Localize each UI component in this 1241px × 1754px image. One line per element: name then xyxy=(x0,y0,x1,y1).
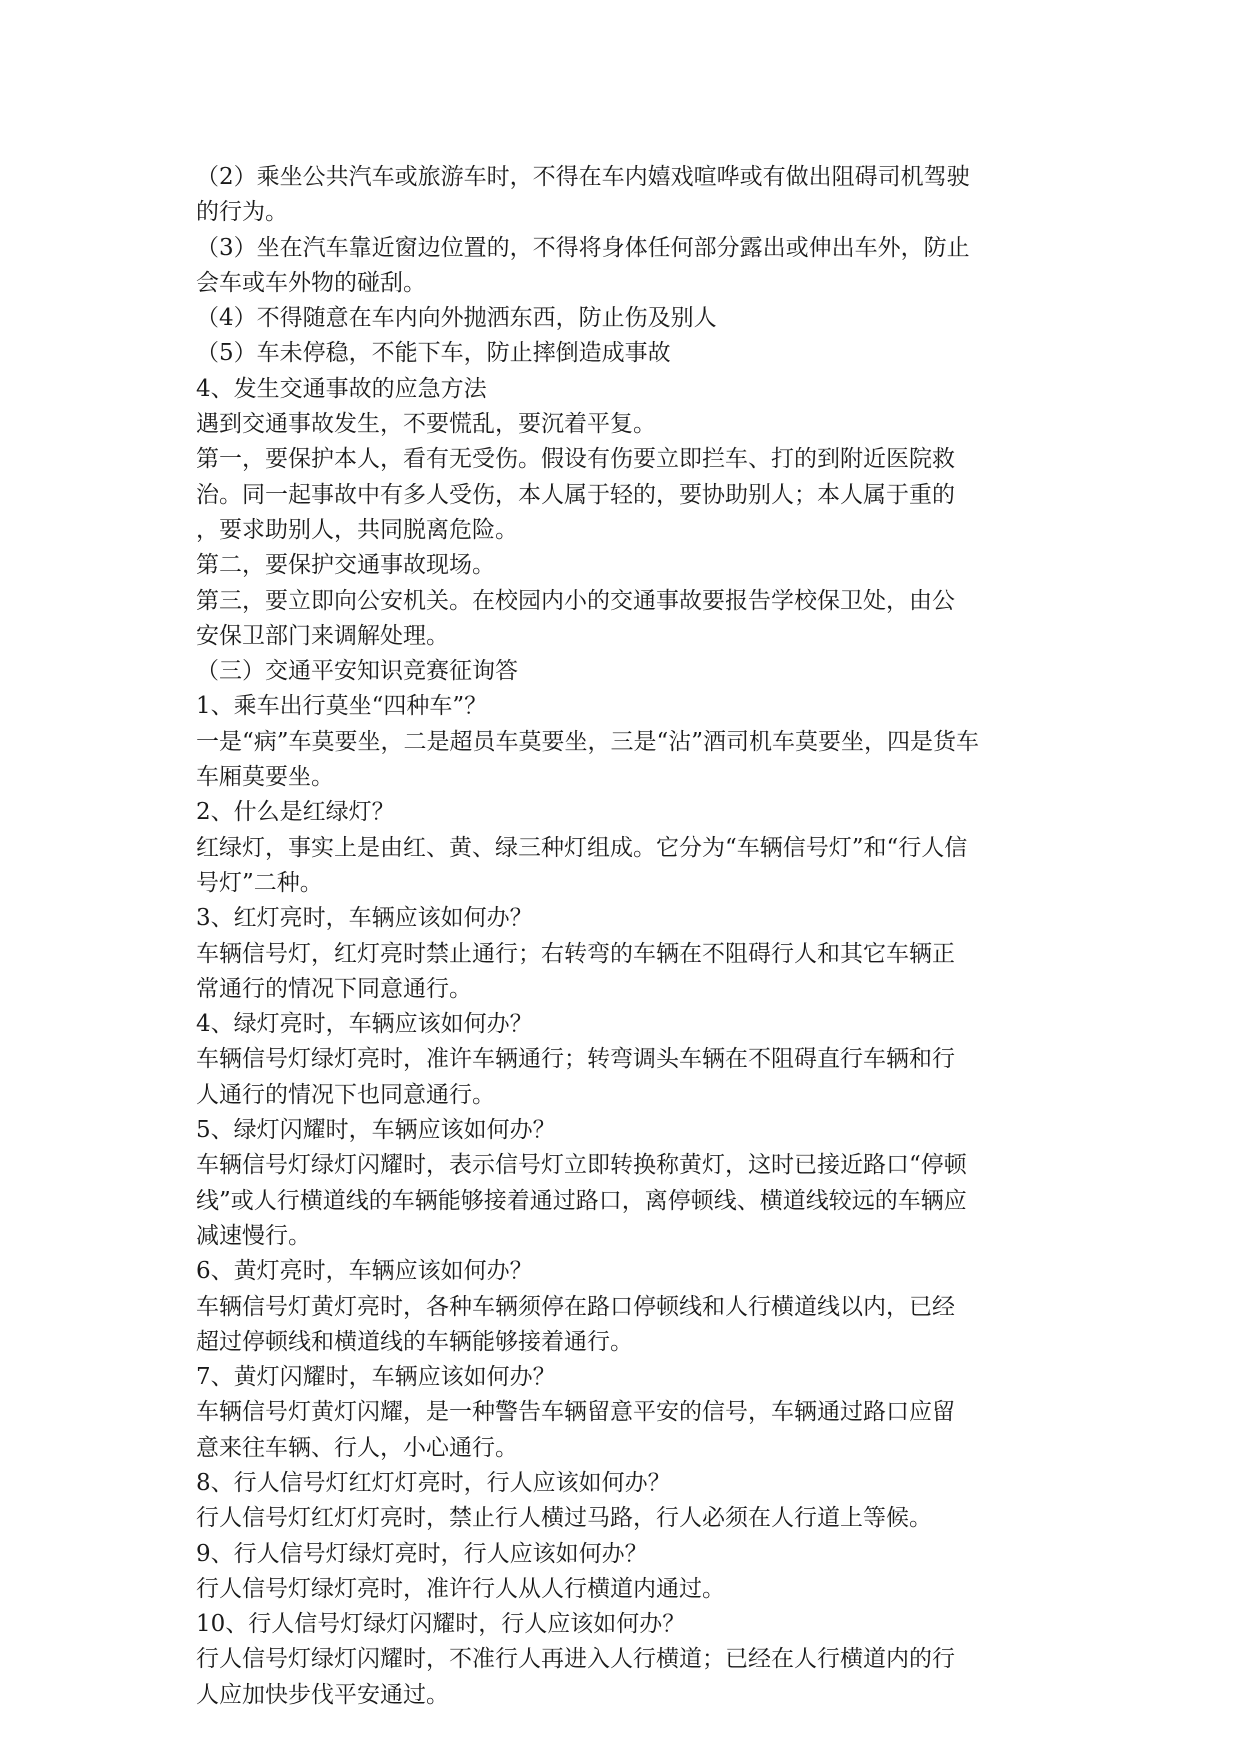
text-line: （4）不得随意在车内向外抛洒东西，防止伤及别人 xyxy=(196,305,717,332)
text-line: （3）坐在汽车靠近窗边位置的，不得将身体任何部分露出或伸出车外，防止 xyxy=(196,234,970,261)
document-body xyxy=(196,160,1046,1713)
text-line: （5）车未停稳，不能下车，防止摔倒造成事故 xyxy=(196,340,671,367)
text-line: 会车或车外物的碰刮。 xyxy=(196,269,426,296)
text-line: 10、行人信号灯绿灯闪耀时，行人应该如何办？ xyxy=(196,1611,686,1638)
text-line: 治。同一起事故中有多人受伤，本人属于轻的，要协助别人；本人属于重的 xyxy=(196,481,955,508)
text-line: 车辆信号灯绿灯闪耀时，表示信号灯立即转换称黄灯，这时已接近路口“停顿 xyxy=(196,1152,967,1179)
text-line: 车辆信号灯绿灯亮时，准许车辆通行；转弯调头车辆在不阻碍直行车辆和行 xyxy=(196,1046,955,1073)
text-line: 安保卫部门来调解处理。 xyxy=(196,622,449,649)
text-line: 意来往车辆、行人，小心通行。 xyxy=(196,1434,518,1461)
text-line: 9、行人信号灯绿灯亮时，行人应该如何办？ xyxy=(196,1540,648,1567)
text-line: 3、红灯亮时，车辆应该如何办？ xyxy=(196,905,533,932)
text-line: 车厢莫要坐。 xyxy=(196,764,334,791)
text-line: 7、黄灯闪耀时，车辆应该如何办？ xyxy=(196,1364,556,1391)
text-line: 线”或人行横道线的车辆能够接着通过路口，离停顿线、横道线较远的车辆应 xyxy=(196,1187,967,1214)
text-line: 第一，要保护本人，看有无受伤。假设有伤要立即拦车、打的到附近医院救 xyxy=(196,446,955,473)
text-line: 8、行人信号灯红灯灯亮时，行人应该如何办？ xyxy=(196,1469,671,1496)
text-line: 一是“病”车莫要坐，二是超员车莫要坐，三是“沾”酒司机车莫要坐，四是货车 xyxy=(196,728,980,755)
text-line: 的行为。 xyxy=(196,199,288,226)
text-line: 5、绿灯闪耀时，车辆应该如何办？ xyxy=(196,1117,556,1144)
text-line: 车辆信号灯，红灯亮时禁止通行；右转弯的车辆在不阻碍行人和其它车辆正 xyxy=(196,940,955,967)
text-line: 2、什么是红绿灯？ xyxy=(196,799,395,826)
text-line: 6、黄灯亮时，车辆应该如何办？ xyxy=(196,1258,533,1285)
text-line: 第二，要保护交通事故现场。 xyxy=(196,552,495,579)
text-line: 车辆信号灯黄灯亮时，各种车辆须停在路口停顿线和人行横道线以内，已经 xyxy=(196,1293,955,1320)
text-line: 超过停顿线和横道线的车辆能够接着通行。 xyxy=(196,1328,633,1355)
text-line: ，要求助别人，共同脱离危险。 xyxy=(196,516,518,543)
text-line: 4、绿灯亮时，车辆应该如何办？ xyxy=(196,1011,533,1038)
text-line: 人通行的情况下也同意通行。 xyxy=(196,1081,495,1108)
text-line: 常通行的情况下同意通行。 xyxy=(196,975,472,1002)
text-line: 行人信号灯绿灯闪耀时，不准行人再进入人行横道；已经在人行横道内的行 xyxy=(196,1646,955,1673)
text-line: 人应加快步伐平安通过。 xyxy=(196,1681,449,1708)
text-line: （三）交通平安知识竞赛征询答 xyxy=(196,658,518,685)
text-line: 减速慢行。 xyxy=(196,1222,311,1249)
text-line: 第三，要立即向公安机关。在校园内小的交通事故要报告学校保卫处，由公 xyxy=(196,587,955,614)
text-line: 车辆信号灯黄灯闪耀，是一种警告车辆留意平安的信号，车辆通过路口应留 xyxy=(196,1399,955,1426)
text-line: 行人信号灯红灯灯亮时，禁止行人横过马路，行人必须在人行道上等候。 xyxy=(196,1505,932,1532)
text-line: 遇到交通事故发生，不要慌乱，要沉着平复。 xyxy=(196,411,656,438)
text-line: 号灯”二种。 xyxy=(196,869,323,896)
text-line: （2）乘坐公共汽车或旅游车时，不得在车内嬉戏喧哗或有做出阻碍司机驾驶 xyxy=(196,164,970,190)
text-line: 4、发生交通事故的应急方法 xyxy=(196,375,487,402)
text-line: 红绿灯，事实上是由红、黄、绿三种灯组成。它分为“车辆信号灯”和“行人信 xyxy=(196,834,968,861)
text-line: 行人信号灯绿灯亮时，准许行人从人行横道内通过。 xyxy=(196,1575,725,1602)
text-line: 1、乘车出行莫坐“四种车”？ xyxy=(196,693,488,720)
